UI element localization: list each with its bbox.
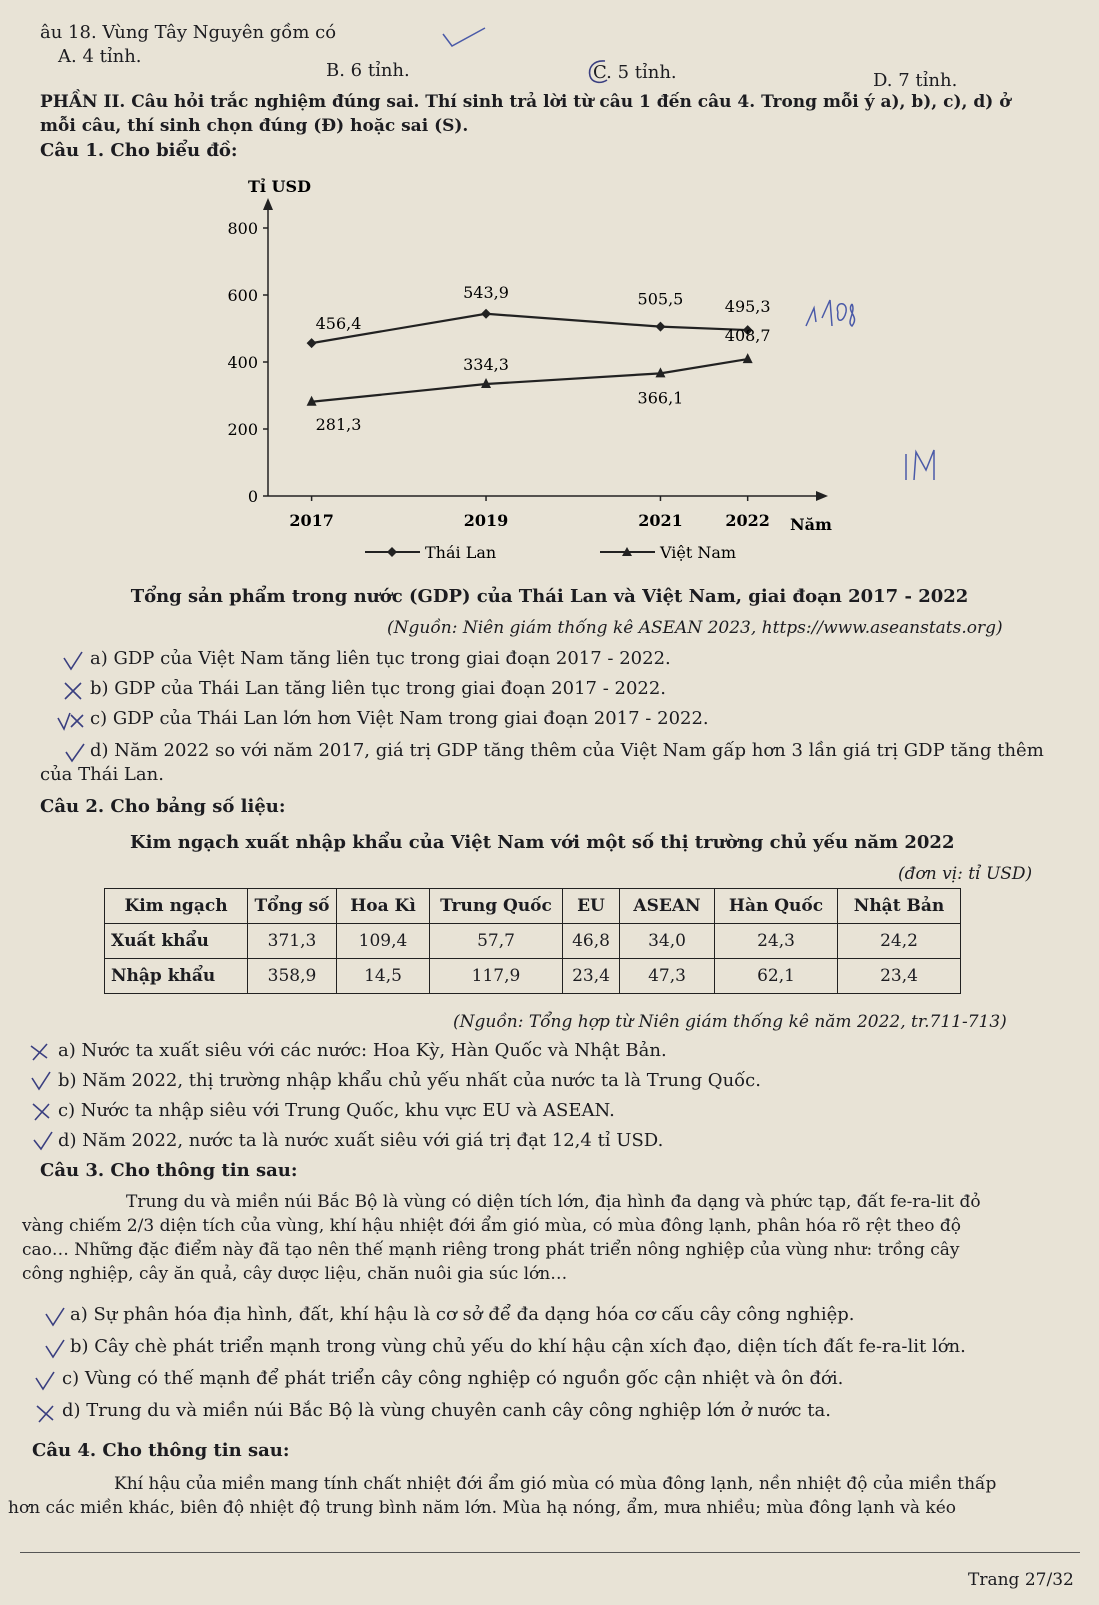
check-mark-icon	[64, 742, 88, 764]
vietnam-data-label: 408,7	[724, 326, 771, 346]
table-cell: 23,4	[563, 959, 620, 994]
y-tick-label: 200	[227, 420, 258, 439]
thailan-data-label: 495,3	[724, 297, 771, 317]
vietnam-data-label: 281,3	[315, 414, 362, 434]
check-mark-icon	[34, 1370, 58, 1392]
q2-intro: Câu 2. Cho bảng số liệu:	[40, 796, 286, 817]
thailan-series-line	[312, 314, 748, 343]
q1-statement-d-line2: của Thái Lan.	[40, 764, 164, 785]
table-row	[105, 959, 961, 994]
x-tick-label: 2022	[725, 511, 770, 530]
part2-heading-line2: mỗi câu, thí sinh chọn đúng (Đ) hoặc sai (S).	[40, 116, 469, 136]
table-cell: 358,9	[248, 959, 337, 994]
table-row	[105, 924, 961, 959]
q1-source: (Nguồn: Niên giám thống kê ASEAN 2023, https://www.aseanstats.org)	[387, 618, 1003, 638]
q1-statement-d-line1: d) Năm 2022 so với năm 2017, giá trị GDP tăng thêm của Việt Nam gấp hơn 3 lần giá trị GDP tăng thêm	[90, 740, 1044, 761]
table-cell: 62,1	[715, 959, 838, 994]
check-mark-icon	[30, 1070, 54, 1092]
table-cell: 24,2	[838, 924, 961, 959]
table-cell: 47,3	[620, 959, 715, 994]
q3-statement-b: b) Cây chè phát triển mạnh trong vùng chủ yếu do khí hậu cận xích đạo, diện tích đất fe-ra-lit lớn.	[70, 1336, 966, 1357]
q2-table-title: Kim ngạch xuất nhập khẩu của Việt Nam với một số thị trường chủ yếu năm 2022	[130, 832, 955, 853]
q2-statement-c: c) Nước ta nhập siêu với Trung Quốc, khu vực EU và ASEAN.	[58, 1100, 615, 1121]
table-header-cell: Nhật Bản	[838, 889, 961, 924]
table-cell: 24,3	[715, 924, 838, 959]
q4-intro: Câu 4. Cho thông tin sau:	[32, 1440, 290, 1461]
q2-statement-a: a) Nước ta xuất siêu với các nước: Hoa Kỳ, Hàn Quốc và Nhật Bản.	[58, 1040, 667, 1061]
check-mark-icon	[44, 1338, 68, 1360]
table-cell: 57,7	[430, 924, 563, 959]
legend-thailan-label: Thái Lan	[425, 543, 497, 562]
y-tick-label: 600	[227, 286, 258, 305]
table-cell: 14,5	[337, 959, 430, 994]
q1-chart-caption: Tổng sản phẩm trong nước (GDP) của Thái Lan và Việt Nam, giai đoạn 2017 - 2022	[130, 586, 969, 607]
q2-statement-b: b) Năm 2022, thị trường nhập khẩu chủ yếu nhất của nước ta là Trung Quốc.	[58, 1070, 761, 1091]
table-cell: 23,4	[838, 959, 961, 994]
check-mark-icon	[44, 1306, 68, 1328]
y-axis-arrow-icon	[263, 198, 273, 210]
thailan-point-diamond	[481, 309, 491, 319]
thailan-data-label: 505,5	[637, 289, 684, 309]
vietnam-point-triangle	[743, 353, 753, 363]
q1-statement-b: b) GDP của Thái Lan tăng liên tục trong giai đoạn 2017 - 2022.	[90, 678, 667, 699]
table-cell: 109,4	[337, 924, 430, 959]
check-mark-icon	[32, 1130, 56, 1152]
cross-mark-icon	[62, 680, 86, 702]
q18-option-c: C. 5 tỉnh.	[593, 62, 677, 83]
q1-statement-a: a) GDP của Việt Nam tăng liên tục trong giai đoạn 2017 - 2022.	[90, 648, 671, 669]
footer-divider	[20, 1552, 1080, 1553]
circle-mark-icon	[585, 58, 619, 86]
q2-unit: (đơn vị: tỉ USD)	[898, 864, 1033, 884]
q4-paragraph-line2: hơn các miền khác, biên độ nhiệt độ trung bình năm lớn. Mùa hạ nóng, ẩm, mưa nhiều; mùa đông lạnh và kéo	[8, 1498, 957, 1518]
q1-intro: Câu 1. Cho biểu đồ:	[40, 140, 238, 161]
table-row-label: Xuất khẩu	[105, 924, 248, 959]
thailan-data-label: 456,4	[315, 314, 362, 334]
vietnam-data-label: 334,3	[463, 355, 509, 375]
table-header-cell: EU	[563, 889, 620, 924]
table-header-cell: Hàn Quốc	[715, 889, 838, 924]
page-number: Trang 27/32	[968, 1570, 1074, 1590]
q2-source: (Nguồn: Tổng hợp từ Niên giám thống kê năm 2022, tr.711-713)	[453, 1012, 1007, 1032]
q18-option-b: B. 6 tỉnh.	[326, 60, 410, 81]
x-axis-arrow-icon	[816, 491, 828, 501]
part2-heading-line1: PHẦN II. Câu hỏi trắc nghiệm đúng sai. Thí sinh trả lời từ câu 1 đến câu 4. Trong mỗi ý a), b), c), d) ở	[40, 92, 1011, 112]
thailan-point-diamond	[307, 338, 317, 348]
q3-paragraph-line1: Trung du và miền núi Bắc Bộ là vùng có diện tích lớn, địa hình đa dạng và phức tạp, đất fe-ra-lit đỏ	[126, 1192, 981, 1212]
q3-paragraph-line4: công nghiệp, cây ăn quả, cây dược liệu, chăn nuôi gia súc lớn…	[22, 1264, 568, 1284]
x-tick-label: 2019	[463, 511, 509, 530]
checkmark-icon	[440, 24, 490, 54]
q4-paragraph-line1: Khí hậu của miền mang tính chất nhiệt đới ẩm gió mùa có mùa đông lạnh, nền nhiệt độ của miền thấp	[114, 1474, 997, 1494]
table-cell: 46,8	[563, 924, 620, 959]
table-header-cell: Hoa Kì	[337, 889, 430, 924]
q3-statement-a: a) Sự phân hóa địa hình, đất, khí hậu là cơ sở để đa dạng hóa cơ cấu cây công nghiệp.	[70, 1304, 855, 1325]
table-header-cell: Trung Quốc	[430, 889, 563, 924]
q3-paragraph-line2: vàng chiếm 2/3 diện tích của vùng, khí hậu nhiệt đới ẩm gió mùa, có mùa đông lạnh, phân hóa rõ rệt theo độ	[22, 1216, 961, 1236]
gdp-line-chart	[200, 170, 860, 590]
table-cell: 34,0	[620, 924, 715, 959]
check-mark-icon	[62, 650, 86, 672]
y-tick-label: 0	[247, 487, 258, 506]
q3-statement-c: c) Vùng có thế mạnh để phát triển cây công nghiệp có nguồn gốc cận nhiệt và ôn đới.	[62, 1368, 844, 1389]
thailan-data-label: 543,9	[463, 282, 509, 302]
q3-statement-d: d) Trung du và miền núi Bắc Bộ là vùng chuyên canh cây công nghiệp lớn ở nước ta.	[62, 1400, 831, 1421]
chart-ylabel: Tỉ USD	[248, 177, 311, 196]
table-header-cell: Tổng số	[248, 889, 337, 924]
table-cell: 371,3	[248, 924, 337, 959]
thailan-point-diamond	[655, 322, 665, 332]
trade-table	[104, 888, 961, 994]
q2-statement-d: d) Năm 2022, nước ta là nước xuất siêu với giá trị đạt 12,4 tỉ USD.	[58, 1130, 664, 1151]
q1-statement-c: c) GDP của Thái Lan lớn hơn Việt Nam trong giai đoạn 2017 - 2022.	[90, 708, 709, 729]
handwritten-note-1m	[900, 440, 960, 490]
table-header-row	[105, 889, 961, 924]
cross-mark-icon	[34, 1402, 58, 1424]
legend-diamond-icon	[387, 547, 397, 557]
q18-option-d: D. 7 tỉnh.	[873, 70, 958, 91]
check-cross-mark-icon	[56, 710, 86, 732]
table-row-label: Nhập khẩu	[105, 959, 248, 994]
x-tick-label: 2017	[289, 511, 334, 530]
vietnam-data-label: 366,1	[637, 388, 684, 408]
legend-vietnam-label: Việt Nam	[660, 543, 737, 562]
y-tick-label: 400	[227, 353, 258, 372]
q3-paragraph-line3: cao… Những đặc điểm này đã tạo nên thế mạnh riêng trong phát triển nông nghiệp của vùng như: trồng cây	[22, 1240, 960, 1260]
table-header-cell: Kim ngạch	[105, 889, 248, 924]
y-tick-label: 800	[227, 219, 258, 238]
table-cell: 117,9	[430, 959, 563, 994]
table-header-cell: ASEAN	[620, 889, 715, 924]
handwritten-note-1108	[800, 282, 880, 342]
cross-mark-icon	[30, 1100, 54, 1122]
cross-mark-icon	[28, 1040, 52, 1062]
q3-intro: Câu 3. Cho thông tin sau:	[40, 1160, 298, 1181]
q18-stem: âu 18. Vùng Tây Nguyên gồm có	[40, 22, 337, 43]
x-tick-label: 2021	[638, 511, 683, 530]
q18-option-a: A. 4 tỉnh.	[58, 46, 142, 67]
chart-xlabel: Năm	[790, 515, 832, 534]
